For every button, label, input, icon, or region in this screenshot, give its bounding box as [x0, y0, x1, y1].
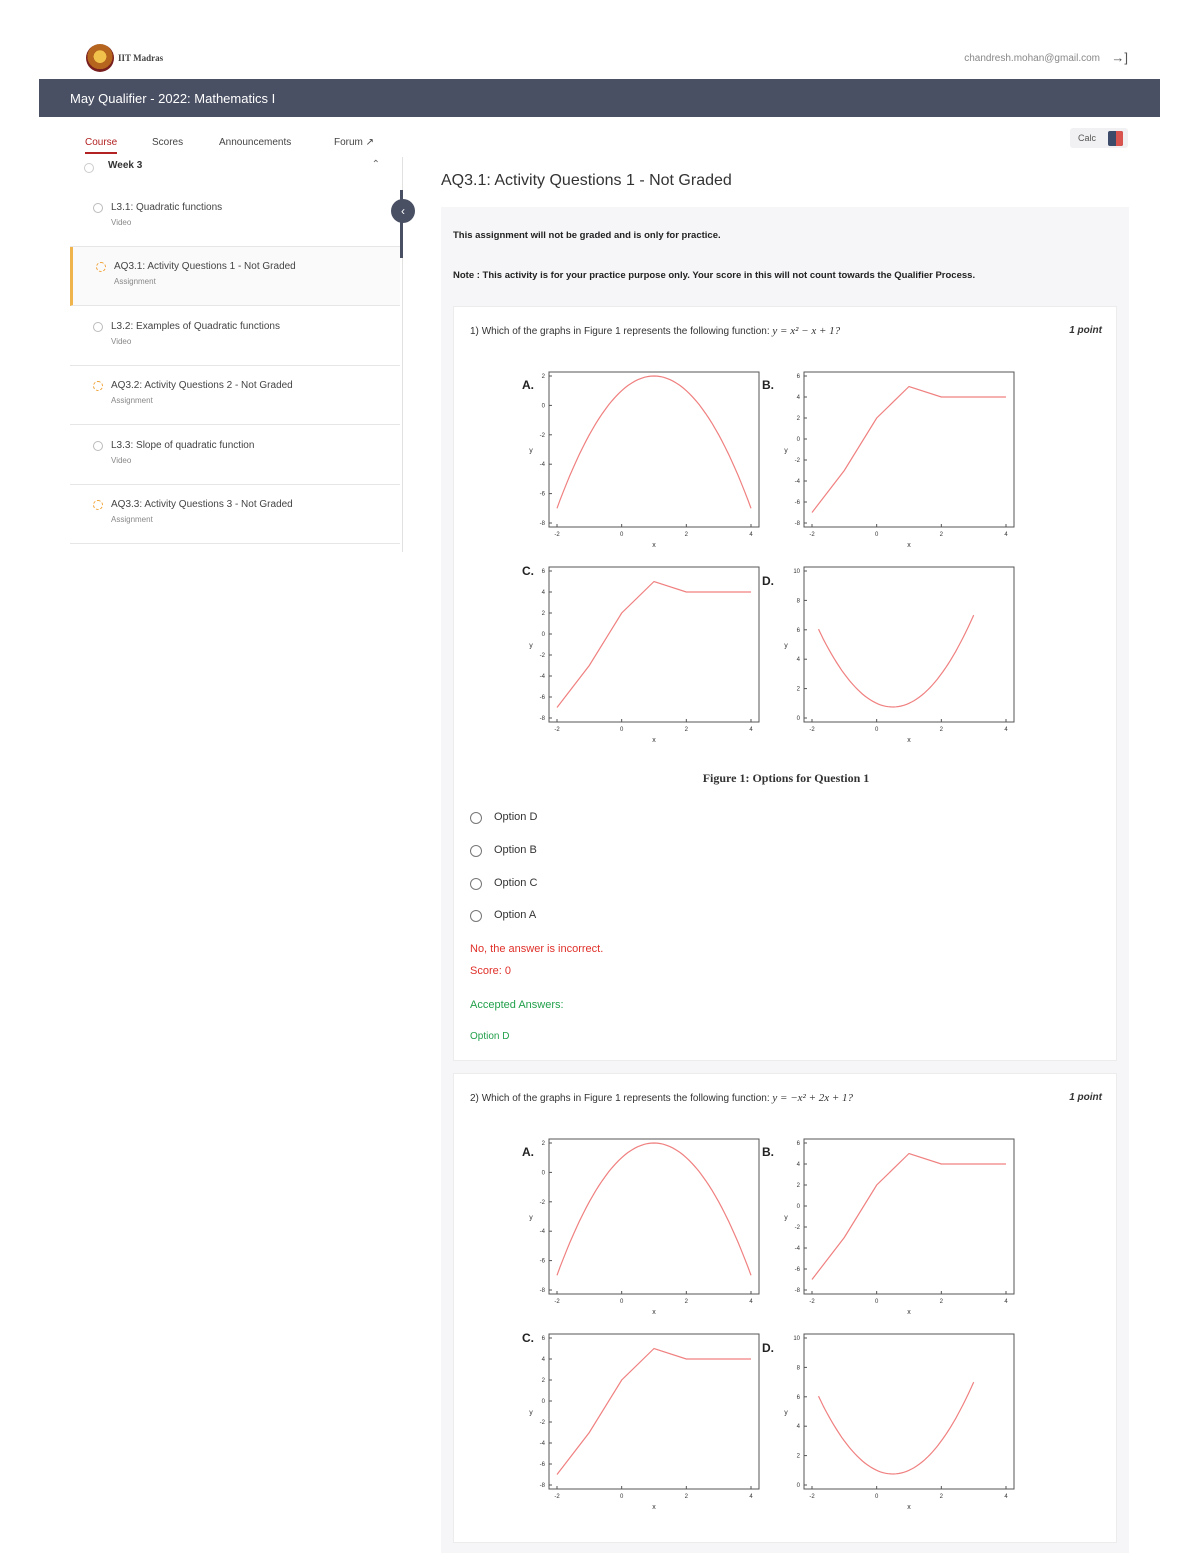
x-tick-label: -2 — [554, 1299, 560, 1305]
y-tick-label: 6 — [796, 1141, 800, 1147]
sidebar-item-type: Video — [111, 456, 132, 465]
x-tick-label: -2 — [554, 1494, 560, 1500]
panel-label: A. — [522, 1145, 534, 1159]
y-tick-label: 2 — [541, 611, 545, 617]
pending-clock-icon — [96, 262, 106, 272]
accepted-answer: Option D — [470, 1031, 510, 1042]
chart-panel-b — [762, 1139, 1014, 1316]
x-axis-label: x — [652, 542, 656, 549]
chart-panel-c — [522, 1331, 759, 1511]
panel-label: D. — [762, 1341, 774, 1355]
score-text: Score: 0 — [470, 965, 511, 977]
iit-madras-logo[interactable] — [86, 44, 114, 72]
y-tick-label: 6 — [796, 627, 800, 634]
question-card-2 — [453, 1073, 1117, 1543]
panel-label: D. — [762, 574, 774, 588]
chart-panel-d — [762, 567, 1014, 744]
plot-frame — [804, 372, 1014, 527]
user-email: chandresh.mohan@gmail.com — [964, 53, 1100, 64]
x-axis-label: x — [652, 1504, 656, 1511]
option-label: Option C — [494, 877, 538, 889]
x-tick-label: 2 — [939, 727, 944, 733]
y-tick-label: -4 — [539, 1441, 545, 1447]
sidebar-item-type: Video — [111, 337, 132, 346]
x-tick-label: 2 — [684, 1299, 689, 1305]
tab-course[interactable]: Course — [85, 137, 117, 154]
chart-panel-d — [762, 1334, 1014, 1511]
panel-label: C. — [522, 564, 534, 578]
y-tick-label: -4 — [539, 1229, 545, 1236]
question-prompt: Which of the graphs in Figure 1 represents the following function: — [481, 326, 770, 337]
x-tick-label: 0 — [619, 532, 624, 538]
calculator-icon — [1108, 131, 1123, 146]
course-title-bar — [39, 79, 1160, 117]
x-tick-label: 0 — [874, 1299, 879, 1305]
x-tick-label: 4 — [749, 727, 753, 733]
collapse-sidebar-button[interactable]: ‹ — [391, 199, 415, 223]
y-tick-label: -2 — [794, 1225, 800, 1231]
y-tick-label: 4 — [796, 657, 800, 664]
sidebar-item-l3-2[interactable] — [70, 307, 400, 366]
chart-panel-b — [762, 372, 1014, 549]
question-number: 1) — [470, 326, 479, 337]
y-tick-label: 2 — [796, 686, 800, 693]
y-tick-label: -2 — [539, 432, 545, 439]
x-tick-label: 4 — [749, 532, 753, 538]
y-tick-label: 0 — [541, 1399, 545, 1405]
x-tick-label: 2 — [684, 1494, 689, 1500]
y-tick-label: -8 — [539, 716, 545, 722]
y-tick-label: 4 — [796, 395, 800, 401]
y-tick-label: 10 — [793, 569, 800, 575]
x-tick-label: 2 — [939, 532, 944, 538]
sidebar — [70, 157, 403, 552]
y-axis-label: y — [784, 642, 788, 650]
radio-icon[interactable] — [470, 910, 482, 922]
x-tick-label: 0 — [874, 727, 879, 733]
x-axis-label: x — [652, 1309, 656, 1316]
pending-clock-icon — [93, 381, 103, 391]
x-tick-label: 2 — [684, 727, 689, 733]
panel-label: B. — [762, 1145, 774, 1159]
question-points: 1 point — [1069, 325, 1102, 336]
y-tick-label: -8 — [539, 521, 545, 527]
sidebar-item-title: L3.3: Slope of quadratic function — [111, 440, 255, 451]
x-axis-label: x — [907, 542, 911, 549]
chevron-up-icon[interactable]: ⌃ — [371, 159, 380, 170]
logout-icon[interactable]: →] — [1111, 50, 1128, 65]
y-tick-label: 6 — [796, 1394, 800, 1401]
question-card-1 — [453, 306, 1117, 1061]
y-tick-label: -2 — [794, 458, 800, 464]
chart-panel-a — [522, 1139, 759, 1316]
y-tick-label: 6 — [796, 374, 800, 380]
week-label: Week 3 — [108, 160, 143, 171]
y-tick-label: 2 — [796, 416, 800, 422]
y-axis-label: y — [529, 1409, 533, 1417]
y-tick-label: 2 — [541, 1378, 545, 1384]
y-tick-label: 0 — [541, 403, 545, 410]
y-tick-label: 0 — [796, 437, 800, 443]
week-header[interactable] — [70, 157, 400, 177]
x-tick-label: -2 — [554, 727, 560, 733]
x-tick-label: 4 — [1004, 532, 1008, 538]
option-label: Option A — [494, 909, 537, 921]
tab-forum[interactable]: Forum ↗ — [334, 137, 375, 148]
y-tick-label: -8 — [539, 1288, 545, 1294]
sidebar-item-aq3-1[interactable] — [70, 247, 400, 306]
pending-clock-icon — [93, 500, 103, 510]
x-tick-label: 2 — [939, 1494, 944, 1500]
y-tick-label: -8 — [794, 1288, 800, 1294]
question-text — [470, 1092, 853, 1104]
sidebar-item-l3-3[interactable] — [70, 426, 400, 485]
question-equation: y = −x² + 2x + 1? — [772, 1092, 854, 1104]
y-axis-label: y — [529, 642, 533, 650]
options-figure — [504, 357, 1024, 747]
y-tick-label: 10 — [793, 1336, 800, 1342]
plot-frame — [549, 1334, 759, 1489]
y-tick-label: -2 — [539, 1199, 545, 1206]
sidebar-item-l3-1[interactable] — [70, 188, 400, 247]
x-tick-label: 2 — [939, 1299, 944, 1305]
not-started-icon — [93, 441, 103, 451]
x-tick-label: 0 — [874, 532, 879, 538]
x-tick-label: 2 — [684, 532, 689, 538]
top-header — [0, 0, 1200, 78]
sidebar-item-title: AQ3.3: Activity Questions 3 - Not Graded — [111, 499, 293, 510]
not-started-icon — [93, 322, 103, 332]
sidebar-item-title: L3.1: Quadratic functions — [111, 202, 223, 213]
y-tick-label: -6 — [539, 695, 545, 701]
x-tick-label: 0 — [619, 1299, 624, 1305]
y-tick-label: -4 — [794, 479, 800, 485]
calc-button[interactable] — [1070, 128, 1128, 148]
y-tick-label: 4 — [796, 1424, 800, 1431]
calc-label: Calc — [1078, 133, 1097, 143]
question-number: 2) — [470, 1093, 479, 1104]
y-tick-label: 0 — [541, 1170, 545, 1177]
question-equation: y = x² − x + 1? — [772, 325, 841, 337]
x-tick-label: -2 — [809, 1299, 815, 1305]
plot-frame — [549, 1139, 759, 1294]
options-figure — [504, 1124, 1024, 1514]
y-axis-label: y — [784, 1409, 788, 1417]
option-label: Option D — [494, 811, 538, 823]
x-tick-label: 4 — [1004, 1494, 1008, 1500]
sidebar-item-title: AQ3.1: Activity Questions 1 - Not Graded — [114, 261, 296, 272]
y-tick-label: 8 — [796, 1365, 800, 1372]
tab-scores[interactable]: Scores — [152, 137, 184, 148]
y-axis-label: y — [784, 1214, 788, 1222]
y-tick-label: 0 — [796, 1204, 800, 1210]
plot-frame — [804, 1139, 1014, 1294]
sidebar-item-type: Assignment — [114, 277, 156, 286]
y-tick-label: 2 — [796, 1453, 800, 1460]
y-tick-label: -8 — [539, 1483, 545, 1489]
panel-label: B. — [762, 378, 774, 392]
y-tick-label: -6 — [539, 1258, 545, 1265]
x-axis-label: x — [907, 737, 911, 744]
y-tick-label: -8 — [794, 521, 800, 527]
sidebar-item-aq3-2[interactable] — [70, 366, 400, 425]
institute-label: IIT Madras — [118, 53, 164, 63]
y-tick-label: -6 — [539, 1462, 545, 1468]
week-status-icon — [84, 163, 94, 173]
y-tick-label: 2 — [541, 374, 545, 380]
x-tick-label: 4 — [749, 1494, 753, 1500]
y-tick-label: 0 — [796, 1483, 800, 1489]
y-tick-label: 4 — [541, 590, 545, 596]
y-axis-label: y — [529, 447, 533, 455]
plot-frame — [549, 372, 759, 527]
y-axis-label: y — [529, 1214, 533, 1222]
y-tick-label: -6 — [539, 491, 545, 498]
y-tick-label: 4 — [541, 1357, 545, 1363]
x-tick-label: 4 — [1004, 1299, 1008, 1305]
x-tick-label: 0 — [874, 1494, 879, 1500]
plot-frame — [549, 567, 759, 722]
practice-note: Note : This activity is for your practice purpose only. Your score in this will not count towards the Qualifier Process. — [453, 270, 976, 281]
x-tick-label: 0 — [619, 1494, 624, 1500]
not-started-icon — [93, 203, 103, 213]
figure-caption: Figure 1: Options for Question 1 — [702, 771, 870, 785]
y-tick-label: -4 — [539, 462, 545, 469]
sidebar-item-type: Assignment — [111, 396, 153, 405]
y-tick-label: -4 — [539, 674, 545, 680]
feedback-incorrect: No, the answer is incorrect. — [470, 943, 604, 955]
y-tick-label: -4 — [794, 1246, 800, 1252]
panel-label: A. — [522, 378, 534, 392]
tab-announcements[interactable]: Announcements — [219, 137, 292, 148]
option-label: Option B — [494, 844, 537, 856]
y-tick-label: -2 — [539, 1420, 545, 1426]
sidebar-item-title: AQ3.2: Activity Questions 2 - Not Graded — [111, 380, 293, 391]
y-tick-label: -6 — [794, 500, 800, 506]
y-tick-label: 2 — [541, 1141, 545, 1147]
chart-panel-a — [522, 372, 759, 549]
plot-frame — [804, 1334, 1014, 1489]
x-axis-label: x — [907, 1504, 911, 1511]
x-axis-label: x — [907, 1309, 911, 1316]
x-tick-label: -2 — [554, 532, 560, 538]
chart-panel-c — [522, 564, 759, 744]
radio-icon[interactable] — [470, 845, 482, 857]
options-figure-svg — [504, 357, 1024, 747]
x-tick-label: 4 — [749, 1299, 753, 1305]
x-tick-label: 4 — [1004, 727, 1008, 733]
y-tick-label: 4 — [796, 1162, 800, 1168]
y-tick-label: -6 — [794, 1267, 800, 1273]
course-title: May Qualifier - 2022: Mathematics I — [70, 91, 276, 106]
x-axis-label: x — [652, 737, 656, 744]
accepted-answers-label: Accepted Answers: — [470, 999, 564, 1011]
y-tick-label: 0 — [541, 632, 545, 638]
plot-frame — [804, 567, 1014, 722]
question-prompt: Which of the graphs in Figure 1 represents the following function: — [481, 1093, 770, 1104]
sidebar-item-aq3-3[interactable] — [70, 485, 400, 544]
sidebar-item-title: L3.2: Examples of Quadratic functions — [111, 321, 280, 332]
y-tick-label: 2 — [796, 1183, 800, 1189]
y-tick-label: 6 — [541, 1336, 545, 1342]
sidebar-item-type: Video — [111, 218, 132, 227]
panel-label: C. — [522, 1331, 534, 1345]
x-tick-label: -2 — [809, 1494, 815, 1500]
y-axis-label: y — [784, 447, 788, 455]
question-points: 1 point — [1069, 1092, 1102, 1103]
sidebar-item-type: Assignment — [111, 515, 153, 524]
x-tick-label: -2 — [809, 532, 815, 538]
radio-icon[interactable] — [470, 878, 482, 890]
options-figure-svg — [504, 1124, 1024, 1514]
radio-icon[interactable] — [470, 812, 482, 824]
y-tick-label: 6 — [541, 569, 545, 575]
y-tick-label: -2 — [539, 653, 545, 659]
question-text — [470, 325, 840, 337]
page-title: AQ3.1: Activity Questions 1 - Not Graded — [441, 172, 732, 189]
x-tick-label: 0 — [619, 727, 624, 733]
x-tick-label: -2 — [809, 727, 815, 733]
y-tick-label: 8 — [796, 598, 800, 605]
y-tick-label: 0 — [796, 716, 800, 722]
practice-info: This assignment will not be graded and is only for practice. — [453, 230, 721, 241]
